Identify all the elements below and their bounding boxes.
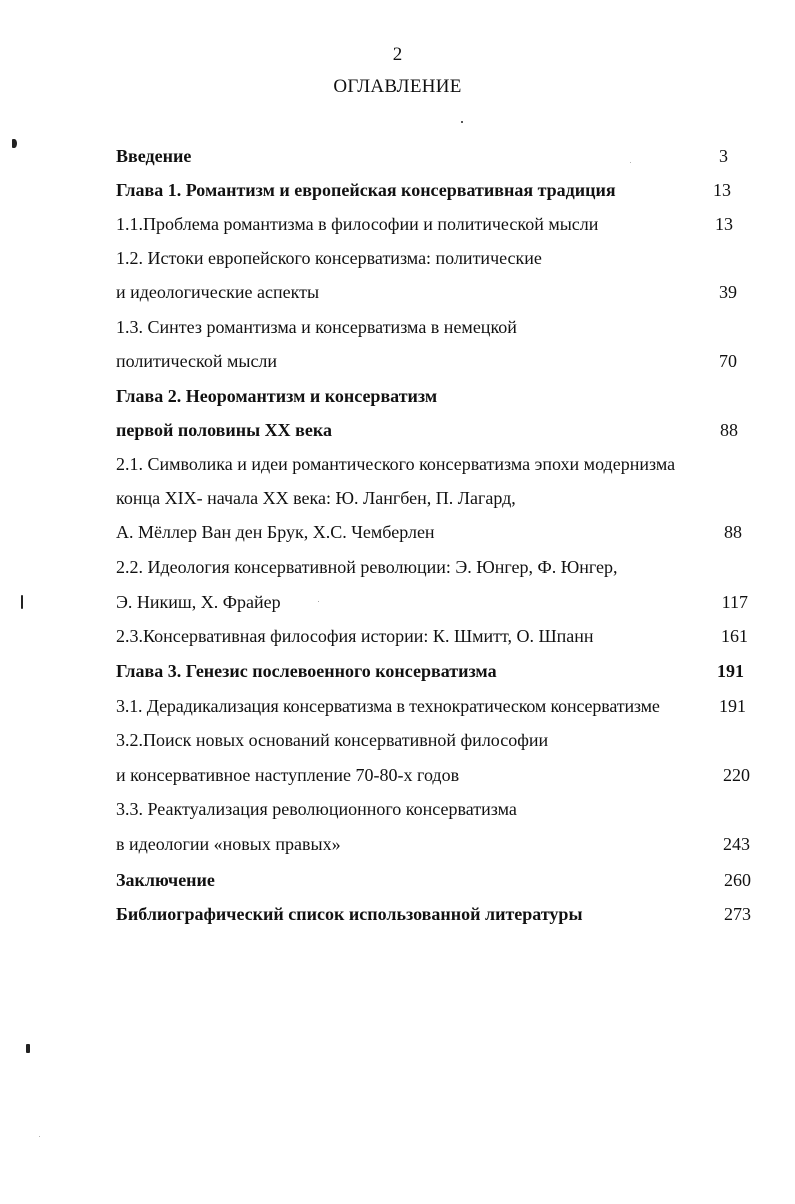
- toc-entry-conclusion: Заключение: [116, 870, 215, 890]
- toc-entry-section-1-2: 1.2. Истоки европейского консерватизма: политические: [116, 248, 542, 268]
- toc-entry-section-3-1: 3.1. Дерадикализация консерватизма в технократическом консерватизме: [116, 696, 660, 716]
- toc-page-chapter-3: 191: [717, 661, 744, 681]
- toc-page-conclusion: 260: [724, 870, 751, 890]
- scan-speck: [461, 121, 463, 123]
- toc-entry-section-2-2: 2.2. Идеология консервативной революции: Э. Юнгер, Ф. Юнгер,: [116, 557, 618, 577]
- toc-entry-section-2-3: 2.3.Консервативная философия истории: К. Шмитт, О. Шпанн: [116, 626, 594, 646]
- toc-page-introduction: 3: [719, 146, 728, 166]
- toc-entry-section-1-1: 1.1.Проблема романтизма в философии и политической мысли: [116, 214, 599, 234]
- toc-entry-section-2-1-cont: конца XIX- начала XX века: Ю. Лангбен, П. Лагард,: [116, 488, 516, 508]
- toc-page-section-1-1: 13: [715, 214, 733, 234]
- toc-page-chapter-2: 88: [720, 420, 738, 440]
- toc-entry-section-3-2-cont: и консервативное наступление 70-80-х годов: [116, 765, 460, 785]
- toc-entry-chapter-1: Глава 1. Романтизм и европейская консервативная традиция: [116, 180, 616, 200]
- scan-speck: [26, 1044, 30, 1053]
- toc-page-chapter-1: 13: [713, 180, 731, 200]
- toc-entry-section-2-1: 2.1. Символика и идеи романтического консерватизма эпохи модернизма: [116, 454, 676, 474]
- scan-speck: [21, 595, 23, 609]
- toc-entry-section-3-3: 3.3. Реактуализация революционного консерватизма: [116, 799, 517, 819]
- toc-entry-bibliography: Библиографический список использованной литературы: [116, 904, 583, 924]
- toc-entry-section-2-1-cont-2: А. Мёллер Ван ден Брук, Х.С. Чемберлен: [116, 522, 435, 542]
- toc-entry-chapter-2-cont: первой половины XX века: [116, 420, 332, 440]
- toc-page-section-3-3: 243: [723, 834, 750, 854]
- toc-entry-introduction: Введение: [116, 146, 192, 166]
- toc-page-section-3-1: 191: [719, 696, 746, 716]
- toc-entry-section-2-2-cont: Э. Никиш, Х. Фрайер: [116, 592, 281, 612]
- toc-entry-section-1-3-cont: политической мысли: [116, 351, 278, 371]
- toc-entry-section-3-3-cont: в идеологии «новых правых»: [116, 834, 341, 854]
- scan-speck: [630, 162, 631, 163]
- scan-speck: [39, 1136, 40, 1137]
- toc-entry-chapter-3: Глава 3. Генезис послевоенного консерватизма: [116, 661, 497, 681]
- page-number: 2: [392, 44, 403, 65]
- toc-page-section-3-2: 220: [723, 765, 750, 785]
- toc-entry-section-1-3: 1.3. Синтез романтизма и консерватизма в немецкой: [116, 317, 517, 337]
- toc-entry-chapter-2: Глава 2. Неоромантизм и консерватизм: [116, 386, 438, 406]
- toc-entry-section-3-2: 3.2.Поиск новых оснований консервативной философии: [116, 730, 549, 750]
- toc-page-section-1-3: 70: [719, 351, 737, 371]
- toc-page-section-2-3: 161: [721, 626, 748, 646]
- toc-title: ОГЛАВЛЕНИЕ: [333, 76, 462, 97]
- scan-speck: [12, 139, 17, 148]
- toc-page-section-2-1: 88: [724, 522, 742, 542]
- toc-page-section-1-2: 39: [719, 282, 737, 302]
- toc-entry-section-1-2-cont: и идеологические аспекты: [116, 282, 320, 302]
- scan-speck: [318, 601, 319, 602]
- toc-page-section-2-2: 117: [721, 592, 748, 612]
- toc-page-bibliography: 273: [724, 904, 751, 924]
